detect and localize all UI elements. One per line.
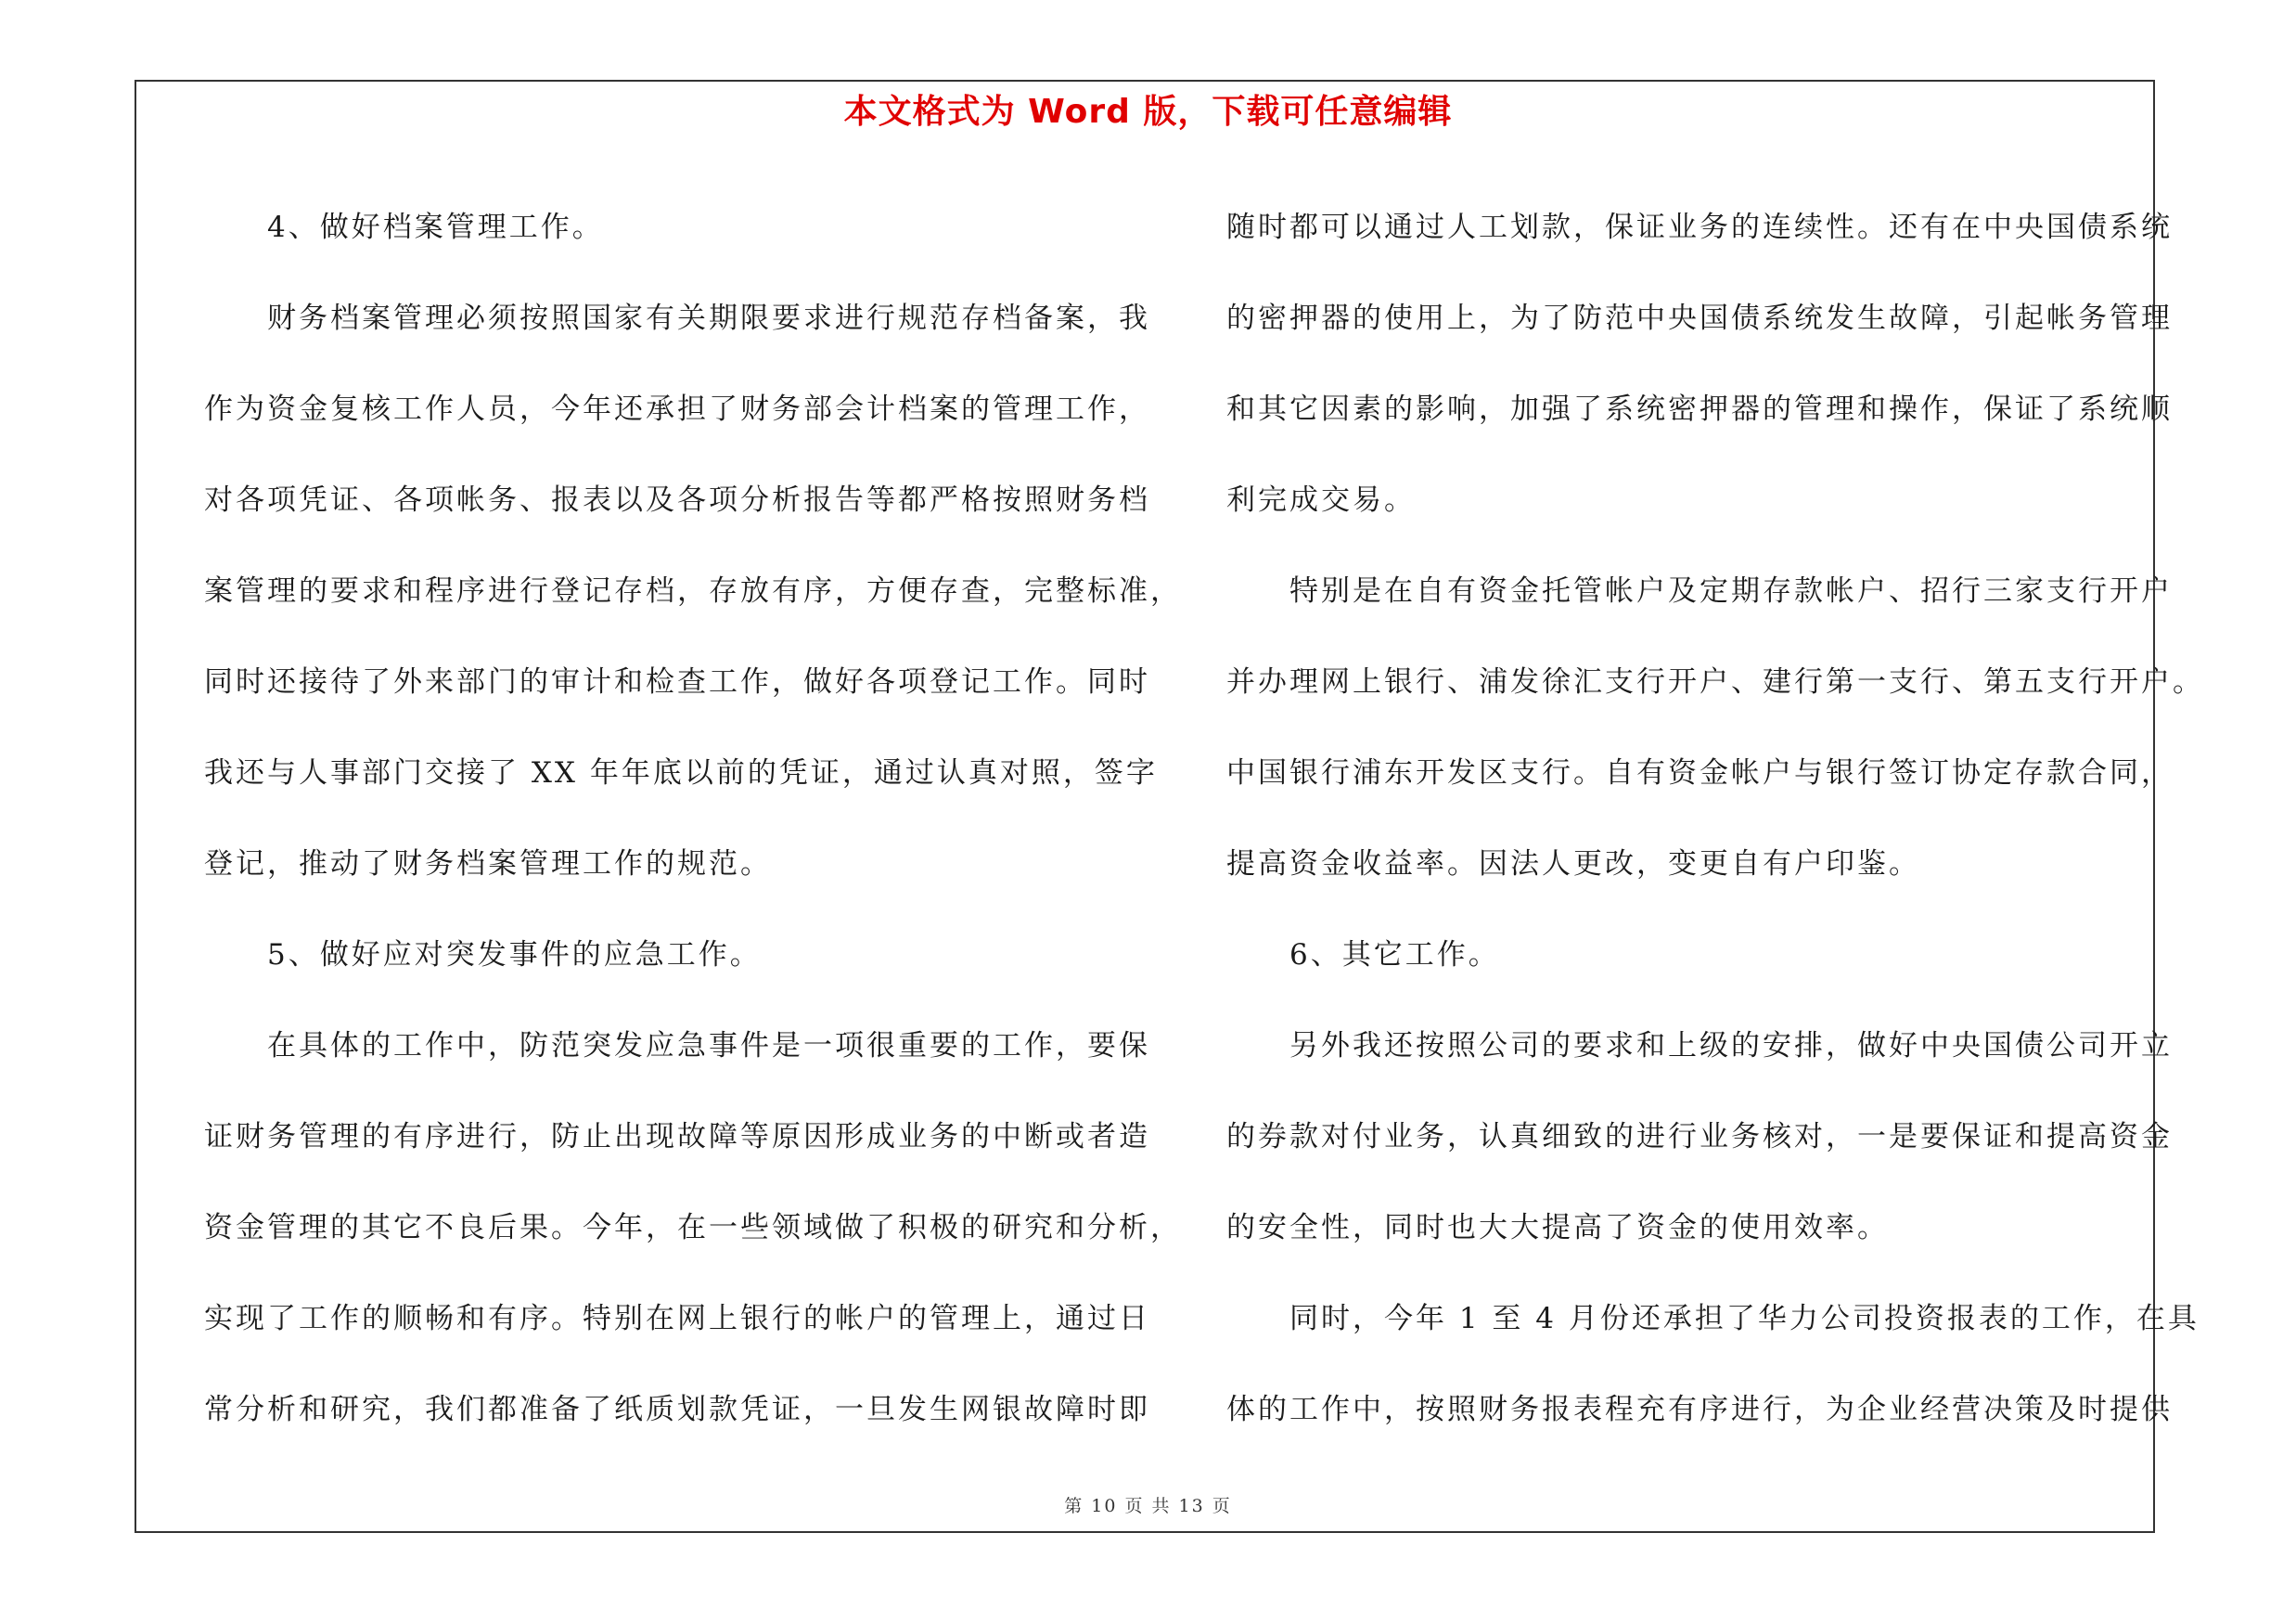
text-line: 同时还接待了外来部门的审计和检查工作，做好各项登记工作。同时 <box>204 665 1150 699</box>
text-line: 和其它因素的影响，加强了系统密押器的管理和操作，保证了系统顺 <box>1226 393 2173 426</box>
text-line: 作为资金复核工作人员，今年还承担了财务部会计档案的管理工作， <box>204 393 1150 426</box>
text-line: 并办理网上银行、浦发徐汇支行开户、建行第一支行、第五支行开户。 <box>1226 665 2204 699</box>
section-heading: 6、其它工作。 <box>1226 938 1500 972</box>
text-line: 特别是在自有资金托管帐户及定期存款帐户、招行三家支行开户 <box>1226 574 2173 608</box>
right-text-column <box>1226 182 2204 1455</box>
text-line: 随时都可以通过人工划款，保证业务的连续性。还有在中央国债系统 <box>1226 211 2173 244</box>
text-line: 的券款对付业务，认真细致的进行业务核对，一是要保证和提高资金 <box>1226 1120 2173 1153</box>
text-line: 利完成交易。 <box>1226 483 1416 517</box>
text-line: 另外我还按照公司的要求和上级的安排，做好中央国债公司开立 <box>1226 1029 2173 1063</box>
text-line: 资金管理的其它不良后果。今年，在一些领域做了积极的研究和分析， <box>204 1211 1182 1244</box>
left-text-column <box>204 182 1182 1455</box>
text-line: 的安全性，同时也大大提高了资金的使用效率。 <box>1226 1211 1889 1244</box>
text-line: 实现了工作的顺畅和有序。特别在网上银行的帐户的管理上，通过日 <box>204 1302 1150 1335</box>
word-format-banner: 本文格式为 Word 版，下载可任意编辑 <box>843 93 1453 131</box>
text-line: 我还与人事部门交接了 XX 年年底以前的凭证，通过认真对照，签字 <box>204 756 1158 790</box>
text-line: 体的工作中，按照财务报表程充有序进行，为企业经营决策及时提供 <box>1226 1393 2173 1426</box>
text-line: 财务档案管理必须按照国家有关期限要求进行规范存档备案，我 <box>204 302 1150 335</box>
text-line: 提高资金收益率。因法人更改，变更自有户印鉴。 <box>1226 847 1920 881</box>
text-line: 案管理的要求和程序进行登记存档，存放有序，方便存查，完整标准， <box>204 574 1182 608</box>
text-line: 证财务管理的有序进行，防止出现故障等原因形成业务的中断或者造 <box>204 1120 1150 1153</box>
page-number-footer: 第 10 页 共 13 页 <box>1064 1496 1232 1516</box>
text-line: 常分析和研究，我们都准备了纸质划款凭证，一旦发生网银故障时即 <box>204 1393 1150 1426</box>
text-line: 登记，推动了财务档案管理工作的规范。 <box>204 847 772 881</box>
section-heading: 5、做好应对突发事件的应急工作。 <box>204 938 762 972</box>
text-line: 同时，今年 1 至 4 月份还承担了华力公司投资报表的工作，在具 <box>1226 1302 2200 1335</box>
text-line: 在具体的工作中，防范突发应急事件是一项很重要的工作，要保 <box>204 1029 1150 1063</box>
text-line: 4、做好档案管理工作。 <box>204 211 604 244</box>
text-line: 的密押器的使用上，为了防范中央国债系统发生故障，引起帐务管理 <box>1226 302 2173 335</box>
text-line: 中国银行浦东开发区支行。自有资金帐户与银行签订协定存款合同， <box>1226 756 2173 790</box>
text-line: 对各项凭证、各项帐务、报表以及各项分析报告等都严格按照财务档 <box>204 483 1150 517</box>
